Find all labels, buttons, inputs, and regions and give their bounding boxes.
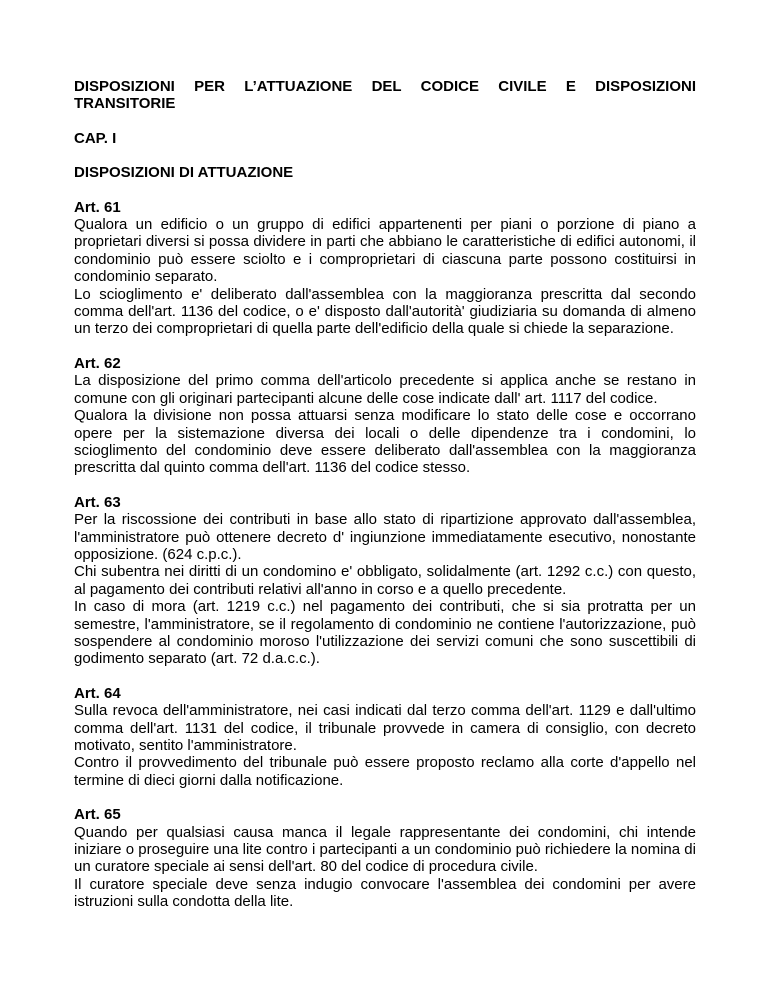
article-61: [74, 199, 696, 338]
article-paragraph: Contro il provvedimento del tribunale può essere proposto reclamo alla corte d'appello nel termine di dieci giorni dalla notificazione.: [74, 754, 696, 789]
article-paragraph: Per la riscossione dei contributi in base allo stato di ripartizione approvato dall'assemblea, l'amministratore può ottenere decreto d' ingiunzione immediatamente esecutivo, nonostante opposizione. (624 c.p.c.).: [74, 511, 696, 563]
article-paragraph: La disposizione del primo comma dell'articolo precedente si applica anche se restano in comune con gli originari partecipanti alcune delle cose indicate dall' art. 1117 del codice.: [74, 372, 696, 407]
article-65: [74, 806, 696, 910]
article-62: [74, 355, 696, 477]
article-paragraph: Chi subentra nei diritti di un condomino e' obbligato, solidalmente (art. 1292 c.c.) con questo, al pagamento dei contributi relativi all'anno in corso e a quello precedente.: [74, 563, 696, 598]
document-title-line-2: TRANSITORIE: [74, 95, 176, 113]
section-heading: DISPOSIZIONI DI ATTUAZIONE: [74, 164, 294, 182]
article-paragraph: Il curatore speciale deve senza indugio convocare l'assemblea dei condomini per avere istruzioni sulla condotta della lite.: [74, 875, 696, 911]
document-page: [74, 78, 696, 911]
article-paragraph: Sulla revoca dell'amministratore, nei casi indicati dal terzo comma dell'art. 1129 e dall'ultimo comma dell'art. 1131 del codice, il tribunale provvede in camera di consiglio, con decreto motivato, sentito l'amministratore.: [74, 702, 696, 754]
article-paragraph: In caso di mora (art. 1219 c.c.) nel pagamento dei contributi, che si sia protratta per un semestre, l'amministratore, se il regolamento di condominio ne contiene l'autorizzazione, può sospendere al condominio moroso l'utilizzazione dei servizi comuni che sono suscettibili di godimento separato (art. 72 d.a.c.c.).: [74, 598, 696, 668]
article-heading: Art. 63: [74, 493, 121, 511]
article-paragraph: Lo scioglimento e' deliberato dall'assemblea con la maggioranza prescritta dal secondo comma dell'art. 1136 del codice, o e' disposto dall'autorità' giudiziaria su domanda di almeno un terzo dei comproprietari di quella parte dell'edificio della quale si chiede la separazione.: [74, 285, 696, 338]
article-heading: Art. 64: [74, 684, 121, 702]
document-title: [74, 78, 696, 113]
article-63: [74, 494, 696, 668]
chapter-heading: CAP. I: [74, 129, 117, 147]
article-paragraph: Qualora la divisione non possa attuarsi senza modificare lo stato delle cose e occorrano opere per la sistemazione diversa dei locali o delle dipendenze tra i condomini, lo scioglimento del condominio deve essere deliberato dall'assemblea con la maggioranza prescritta dal quinto comma dell'art. 1136 del codice stesso.: [74, 407, 696, 477]
article-64: [74, 685, 696, 789]
article-paragraph: Quando per qualsiasi causa manca il legale rappresentante dei condomini, chi intende iniziare o proseguire una lite contro i partecipanti a un condominio può richiedere la nomina di un curatore speciale ai sensi dell'art. 80 del codice di procedura civile.: [74, 823, 696, 876]
document-title-line-1: DISPOSIZIONI PER L’ATTUAZIONE DEL CODICE CIVILE E DISPOSIZIONI: [74, 78, 696, 95]
article-heading: Art. 61: [74, 198, 121, 216]
article-paragraph: Qualora un edificio o un gruppo di edifici appartenenti per piani o porzione di piano a proprietari diversi si possa dividere in parti che abbiano le caratteristiche di edifici autonomi, il condominio può essere sciolto e i comproprietari di ciascuna parte possono costituirsi in condominio separato.: [74, 216, 696, 286]
article-heading: Art. 65: [74, 806, 121, 824]
article-heading: Art. 62: [74, 354, 121, 372]
